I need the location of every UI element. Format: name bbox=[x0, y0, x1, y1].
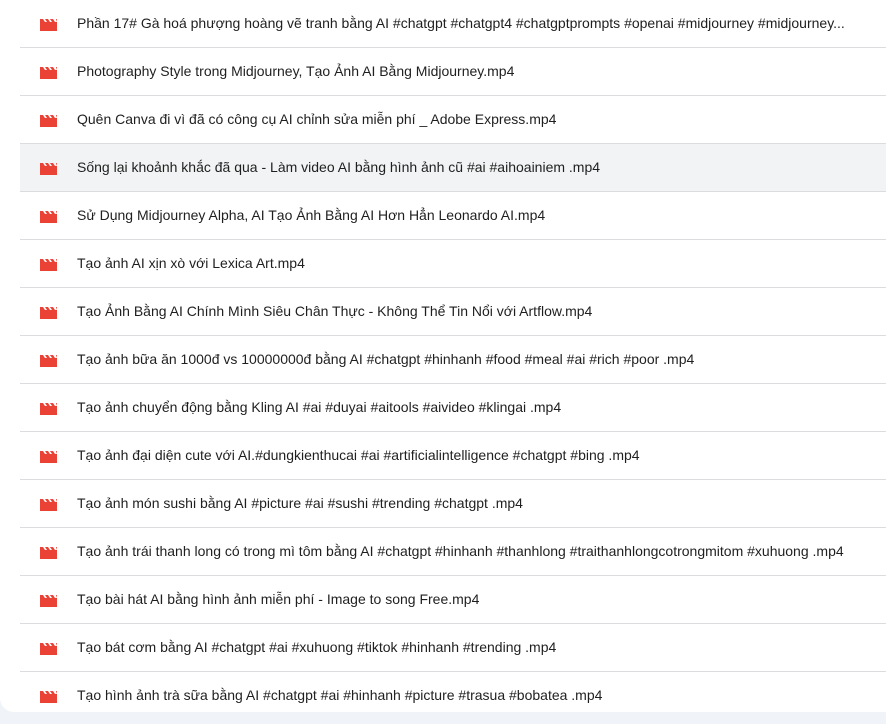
file-row[interactable] bbox=[20, 96, 886, 144]
video-file-icon bbox=[40, 17, 58, 31]
file-name: Quên Canva đi vì đã có công cụ AI chỉnh sửa miễn phí _ Adobe Express.mp4 bbox=[77, 111, 557, 127]
file-name: Tạo ảnh trái thanh long có trong mì tôm bằng AI #chatgpt #hinhanh #thanhlong #traithanhlongcotrongmitom #xuhuong .mp4 bbox=[77, 543, 844, 559]
video-file-icon bbox=[40, 65, 58, 79]
video-file-icon bbox=[40, 401, 58, 415]
file-name: Tạo ảnh chuyển động bằng Kling AI #ai #duyai #aitools #aivideo #klingai .mp4 bbox=[77, 399, 562, 415]
file-row[interactable] bbox=[20, 240, 886, 288]
file-row[interactable] bbox=[20, 336, 886, 384]
file-name: Tạo ảnh AI xịn xò với Lexica Art.mp4 bbox=[77, 255, 305, 271]
video-file-icon bbox=[40, 593, 58, 607]
video-file-icon bbox=[40, 113, 58, 127]
file-name: Tạo ảnh đại diện cute với AI.#dungkienthucai #ai #artificialintelligence #chatgpt #bing .mp4 bbox=[77, 447, 640, 463]
video-file-icon bbox=[40, 209, 58, 223]
file-name: Tạo bát cơm bằng AI #chatgpt #ai #xuhuong #tiktok #hinhanh #trending .mp4 bbox=[77, 639, 557, 655]
file-name: Photography Style trong Midjourney, Tạo Ảnh AI Bằng Midjourney.mp4 bbox=[77, 63, 515, 79]
file-row[interactable] bbox=[20, 384, 886, 432]
file-row[interactable] bbox=[20, 576, 886, 624]
file-name: Phần 17# Gà hoá phượng hoàng vẽ tranh bằng AI #chatgpt #chatgpt4 #chatgptprompts #openai #midjourney #midjourney... bbox=[77, 15, 845, 31]
video-file-icon bbox=[40, 161, 58, 175]
file-name: Sử Dụng Midjourney Alpha, AI Tạo Ảnh Bằng AI Hơn Hẳn Leonardo AI.mp4 bbox=[77, 207, 546, 223]
file-row[interactable] bbox=[20, 624, 886, 672]
file-row[interactable] bbox=[20, 528, 886, 576]
file-name: Tạo Ảnh Bằng AI Chính Mình Siêu Chân Thực - Không Thể Tin Nổi với Artflow.mp4 bbox=[77, 303, 593, 319]
file-row[interactable] bbox=[20, 480, 886, 528]
file-row[interactable] bbox=[20, 0, 886, 48]
video-file-icon bbox=[40, 497, 58, 511]
video-file-icon bbox=[40, 257, 58, 271]
file-row[interactable] bbox=[20, 192, 886, 240]
file-row[interactable] bbox=[20, 288, 886, 336]
file-row[interactable] bbox=[20, 672, 886, 719]
file-name: Tạo bài hát AI bằng hình ảnh miễn phí - Image to song Free.mp4 bbox=[77, 591, 480, 607]
file-name: Tạo ảnh món sushi bằng AI #picture #ai #sushi #trending #chatgpt .mp4 bbox=[77, 495, 523, 511]
video-file-icon bbox=[40, 689, 58, 703]
file-row[interactable] bbox=[20, 48, 886, 96]
video-file-icon bbox=[40, 353, 58, 367]
file-row[interactable] bbox=[20, 144, 886, 192]
video-file-icon bbox=[40, 545, 58, 559]
video-file-icon bbox=[40, 641, 58, 655]
file-name: Tạo ảnh bữa ăn 1000đ vs 10000000đ bằng AI #chatgpt #hinhanh #food #meal #ai #rich #poor .mp4 bbox=[77, 351, 695, 367]
file-row[interactable] bbox=[20, 432, 886, 480]
video-file-icon bbox=[40, 449, 58, 463]
file-name: Tạo hình ảnh trà sữa bằng AI #chatgpt #ai #hinhanh #picture #trasua #bobatea .mp4 bbox=[77, 687, 603, 703]
file-name: Sống lại khoảnh khắc đã qua - Làm video AI bằng hình ảnh cũ #ai #aihoainiem .mp4 bbox=[77, 159, 601, 175]
video-file-icon bbox=[40, 305, 58, 319]
file-list bbox=[20, 0, 886, 719]
